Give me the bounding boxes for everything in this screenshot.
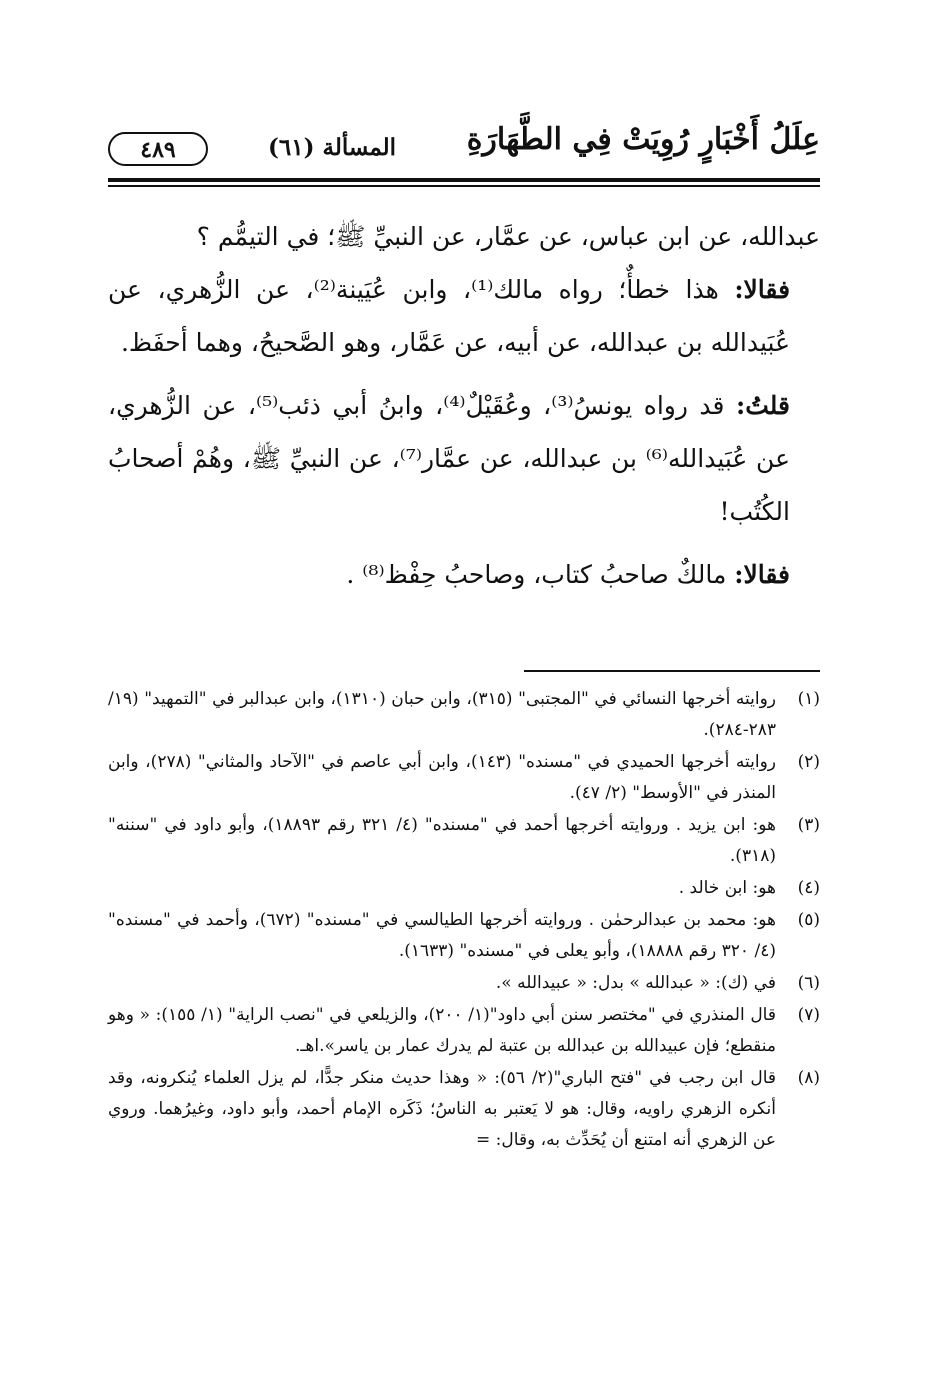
paragraph-1-text: عبدالله، عن ابن عباس، عن عمَّار، عن النبيِّ ﷺ؛ في التيمُّم ؟ bbox=[196, 222, 820, 251]
paragraph-3 bbox=[108, 379, 820, 538]
footnote-number: (٣) bbox=[797, 815, 820, 835]
header-rule-thick bbox=[108, 178, 820, 182]
footnote-5 bbox=[108, 905, 820, 967]
footnote-text: هو: محمد بن عبدالرحمٰن . وروايته أخرجها الطيالسي في "مسنده" (٦٧٢)، وأحمد في "مسنده" (٤/ ٣٢٠ رقم ١٨٨٨٨)، وأبو يعلى في "مسنده" (١٦٣٣). bbox=[108, 910, 776, 961]
paragraph-3-text: قد رواه يونسُ⁽³⁾، وعُقَيْلٌ⁽⁴⁾، وابنُ أبي ذئب⁽⁵⁾، عن الزُّهري، عن عُبَيدالله⁽⁶⁾ بن عبدالله، عن عمَّار⁽⁷⁾، عن النبيِّ ﷺ، وهُمْ أصحابُ الكُتُب! bbox=[108, 391, 790, 526]
footnote-number: (٢) bbox=[797, 752, 820, 772]
book-page bbox=[108, 118, 820, 1278]
footnote-3 bbox=[108, 810, 820, 872]
footnote-6 bbox=[108, 968, 820, 999]
paragraph-4 bbox=[108, 548, 820, 601]
footnote-text: هو: ابن خالد . bbox=[678, 878, 776, 898]
footnote-number: (١) bbox=[797, 689, 820, 709]
running-header bbox=[108, 118, 820, 170]
paragraph-2-text: هذا خطأٌ؛ رواه مالك⁽¹⁾، وابن عُيَينة⁽²⁾، عن الزُّهري، عن عُبَيدالله بن عبدالله، عن أبيه، عن عَمَّار، وهو الصَّحيحُ، وهما أحفَظ. bbox=[108, 275, 790, 357]
footnote-2 bbox=[108, 747, 820, 809]
footnote-number: (٨) bbox=[797, 1068, 820, 1088]
header-rule-thin bbox=[108, 185, 820, 187]
footnote-text: روايته أخرجها الحميدي في "مسنده" (١٤٣)، وابن أبي عاصم في "الآحاد والمثاني" (٢٧٨)، وابن المنذر في "الأوسط" (٢/ ٤٧). bbox=[108, 752, 776, 803]
footnote-4 bbox=[108, 873, 820, 904]
footnote-text: في (ك): « عبدالله » بدل: « عبيدالله ». bbox=[495, 973, 776, 993]
paragraph-1 bbox=[108, 210, 820, 263]
paragraph-2-lead: فقالا: bbox=[734, 275, 791, 304]
footnote-number: (٧) bbox=[797, 1005, 820, 1025]
footnote-text: هو: ابن يزيد . وروايته أخرجها أحمد في "مسنده" (٤/ ٣٢١ رقم ١٨٨٩٣)، وأبو داود في "سننه" (٣١٨). bbox=[108, 815, 776, 866]
book-title: عِلَلُ أَخْبَارٍ رُوِيَتْ فِي الطَّهَارَةِ bbox=[466, 122, 820, 157]
footnote-text: قال المنذري في "مختصر سنن أبي داود"(١/ ٢٠٠)، والزيلعي في "نصب الراية" (١/ ١٥٥): « وهو منقطع؛ فإن عبيدالله بن عبدالله بن عتبة لم يدرك عمار بن ياسر».اهـ. bbox=[108, 1005, 776, 1056]
paragraph-3-lead: قلتُ: bbox=[736, 391, 791, 420]
page-number: ٤٨٩ bbox=[108, 132, 208, 166]
footnote-1 bbox=[108, 684, 820, 746]
footnote-number: (٦) bbox=[797, 973, 820, 993]
footnote-separator bbox=[524, 670, 820, 672]
footnote-number: (٥) bbox=[797, 910, 820, 930]
footnote-number: (٤) bbox=[797, 878, 820, 898]
paragraph-4-text: مالكٌ صاحبُ كتاب، وصاحبُ حِفْظ⁽⁸⁾ . bbox=[346, 560, 735, 589]
paragraph-2 bbox=[108, 263, 820, 369]
footnote-text: روايته أخرجها النسائي في "المجتبى" (٣١٥)، وابن حبان (١٣١٠)، وابن عبدالبر في "التمهيد" (١٩/ ٢٨٣-٢٨٤). bbox=[108, 689, 776, 740]
footnote-text: قال ابن رجب في "فتح الباري"(٢/ ٥٦): « وهذا حديث منكر جدًّا، لم يزل العلماء يُنكرونه، وقد أنكره الزهري راويه، وقال: هو لا يَعتبر به الناسُ؛ ذَكَره الإمام أحمد، وأبو داود، وغيرُهما. وروي عن الزهري أنه امتنع أن يُحَدِّث به، وقال: = bbox=[108, 1068, 777, 1150]
footnote-7 bbox=[108, 1000, 820, 1062]
issue-label: المسألة (٦١) bbox=[268, 134, 397, 161]
footnote-8 bbox=[108, 1063, 820, 1156]
footnotes bbox=[108, 684, 820, 1157]
main-text bbox=[108, 210, 820, 601]
paragraph-4-lead: فقالا: bbox=[734, 560, 790, 589]
